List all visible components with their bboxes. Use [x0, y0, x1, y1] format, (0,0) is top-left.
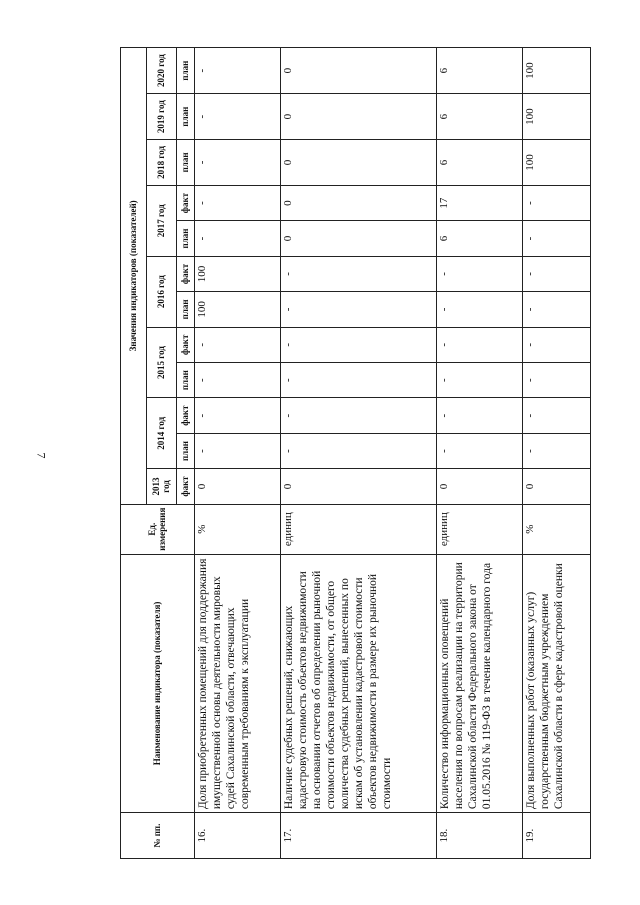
value-cell: 100: [523, 140, 591, 186]
value-cell: -: [523, 327, 591, 362]
header-name: Наименование индикатора (показателя): [121, 554, 195, 812]
table-row: [437, 48, 523, 859]
indicator-name: Количество информационных оповещений населения по вопросам реализации на территории Сахалинской области Федерального закона от 01.05.2016 № 119-ФЗ в течение календарного года: [437, 554, 523, 812]
value-cell: -: [195, 140, 281, 186]
header-values: Значения индикаторов (показателей): [121, 48, 147, 505]
value-cell: -: [195, 362, 281, 397]
value-cell: 6: [437, 140, 523, 186]
row-number: 18.: [437, 813, 523, 859]
indicator-unit: единиц: [281, 504, 437, 554]
value-cell: 100: [195, 256, 281, 291]
header-2016: 2016 год: [147, 256, 177, 327]
indicator-name: Доля приобретенных помещений для поддержания имущественной основы деятельности мировых судей Сахалинской области, отвечающих современным требованиям к эксплуатации: [195, 554, 281, 812]
header-plan: план: [177, 221, 195, 256]
value-cell: 0: [523, 469, 591, 504]
value-cell: 17: [437, 185, 523, 220]
value-cell: -: [437, 362, 523, 397]
value-cell: 6: [437, 48, 523, 94]
header-plan: план: [177, 433, 195, 468]
indicator-name: Доля выполненных работ (оказанных услуг) государственным бюджетным учреждением Сахалинской области в сфере кадастровой оценки: [523, 554, 591, 812]
value-cell: -: [523, 185, 591, 220]
value-cell: 0: [281, 469, 437, 504]
value-cell: -: [281, 433, 437, 468]
header-fact: факт: [177, 327, 195, 362]
value-cell: 0: [281, 185, 437, 220]
table-row: [523, 48, 591, 859]
value-cell: 100: [195, 292, 281, 327]
value-cell: -: [281, 327, 437, 362]
rotated-table-wrapper: [120, 47, 566, 859]
header-num: № пп.: [121, 813, 195, 859]
value-cell: 6: [437, 221, 523, 256]
page-number: 7: [34, 452, 49, 459]
value-cell: 0: [281, 221, 437, 256]
value-cell: 0: [195, 469, 281, 504]
row-number: 19.: [523, 813, 591, 859]
value-cell: 6: [437, 94, 523, 140]
value-cell: -: [523, 398, 591, 433]
value-cell: 0: [281, 140, 437, 186]
value-cell: -: [437, 433, 523, 468]
value-cell: -: [195, 94, 281, 140]
header-plan: план: [177, 94, 195, 140]
value-cell: -: [195, 433, 281, 468]
value-cell: -: [437, 256, 523, 291]
value-cell: -: [195, 327, 281, 362]
header-plan: план: [177, 292, 195, 327]
value-cell: -: [195, 48, 281, 94]
header-2015: 2015 год: [147, 327, 177, 398]
indicator-name: Наличие судебных решений, снижающих кадастровую стоимость объектов недвижимости на основании отчетов об определении рыночной стоимости объектов недвижимости, от общего количества судебных решений, вынесенных по искам об установлении кадастровой стоимости объектов недвижимости в размере их рыночной стоимости: [281, 554, 437, 812]
value-cell: -: [523, 256, 591, 291]
value-cell: -: [281, 362, 437, 397]
value-cell: -: [437, 292, 523, 327]
table-row: [281, 48, 437, 859]
value-cell: -: [281, 292, 437, 327]
value-cell: -: [195, 398, 281, 433]
value-cell: -: [195, 221, 281, 256]
value-cell: -: [437, 398, 523, 433]
indicator-unit: %: [195, 504, 281, 554]
value-cell: -: [523, 292, 591, 327]
indicator-unit: %: [523, 504, 591, 554]
header-2013: 2013 год: [147, 469, 177, 504]
header-plan: план: [177, 48, 195, 94]
table-row: [195, 48, 281, 859]
value-cell: -: [523, 433, 591, 468]
value-cell: -: [437, 327, 523, 362]
header-unit: Ед. измерения: [121, 504, 195, 554]
row-number: 17.: [281, 813, 437, 859]
row-number: 16.: [195, 813, 281, 859]
indicators-table: [120, 47, 591, 859]
value-cell: 0: [281, 94, 437, 140]
value-cell: 0: [281, 48, 437, 94]
header-fact: факт: [177, 256, 195, 291]
value-cell: -: [523, 362, 591, 397]
value-cell: 0: [437, 469, 523, 504]
value-cell: 100: [523, 48, 591, 94]
indicator-unit: единиц: [437, 504, 523, 554]
value-cell: -: [281, 256, 437, 291]
header-2020: 2020 год: [147, 48, 177, 94]
header-2017: 2017 год: [147, 185, 177, 256]
header-2014: 2014 год: [147, 398, 177, 469]
header-fact: факт: [177, 469, 195, 504]
header-fact: факт: [177, 185, 195, 220]
value-cell: -: [195, 185, 281, 220]
header-2019: 2019 год: [147, 94, 177, 140]
header-fact: факт: [177, 398, 195, 433]
value-cell: 100: [523, 94, 591, 140]
header-2018: 2018 год: [147, 140, 177, 186]
value-cell: -: [523, 221, 591, 256]
header-plan: план: [177, 362, 195, 397]
header-plan: план: [177, 140, 195, 186]
value-cell: -: [281, 398, 437, 433]
